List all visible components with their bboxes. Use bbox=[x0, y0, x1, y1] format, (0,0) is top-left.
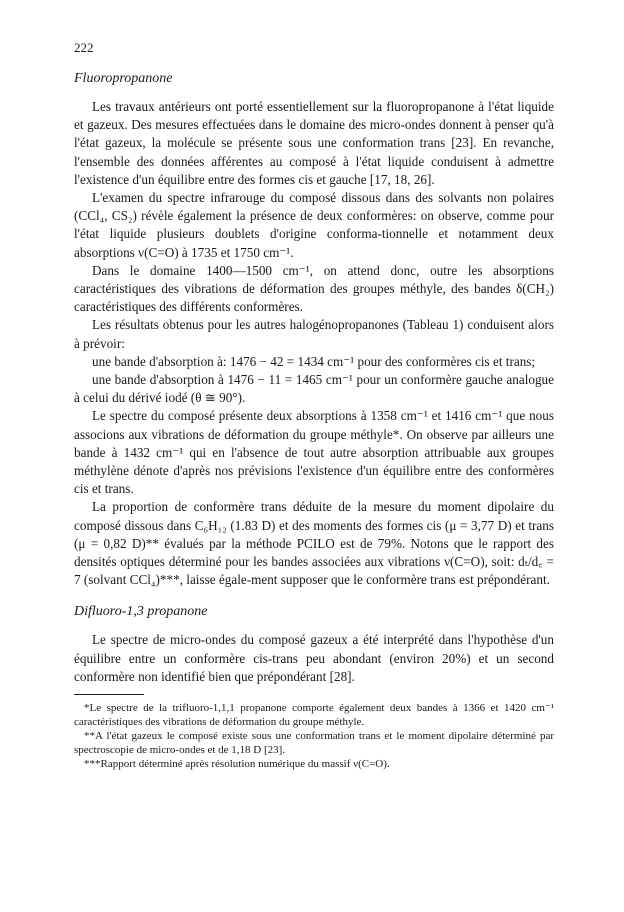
paragraph: Le spectre du composé présente deux absorptions à 1358 cm⁻¹ et 1416 cm⁻¹ que nous associons aux vibrations de déformation du groupe méthyle*. On observe par ailleurs une bande à 1432 cm⁻¹ qui en l'absence de tout autre absorption attribuable aux groupes méthylène dénote d'après nos prévisions l'existence d'un équilibre entre des conformères cis et trans. bbox=[74, 408, 554, 497]
paragraph: Dans le domaine 1400—1500 cm⁻¹, on attend donc, outre les absorptions caractéristiques des vibrations de déformation des groupes méthyle, des bandes δ(CH₂) caractéristiques des différents conformères. bbox=[74, 262, 554, 315]
footnote: **A l'état gazeux le composé existe sous une conformation trans et le moment dipolaire déterminé par spectroscopie de micro-ondes et de 1,18 D [23]. bbox=[74, 730, 554, 757]
prediction-item: une bande d'absorption à 1476 − 11 = 1465 cm⁻¹ pour un conformère gauche analogue à celui du dérivé iodé (θ ≅ 90°). bbox=[74, 372, 554, 406]
paragraph: Les travaux antérieurs ont porté essentiellement sur la fluoropropanone à l'état liquide et gazeux. Des mesures effectuées dans le domaine des micro-ondes donnent à penser qu'à l'état gazeux, la molécule se présente sous une conformation trans [23]. En revanche, l'ensemble des données afférentes au composé à l'état liquide conduisent à admettre l'existence d'un équilibre entre des formes cis et gauche [17, 18, 26]. bbox=[74, 99, 554, 187]
section-title-difluoropropanone: Difluoro-1,3 propanone bbox=[74, 604, 208, 620]
paragraph: L'examen du spectre infrarouge du composé dissous dans des solvants non polaires (CCl₄, CS₂) révèle également la présence de deux conformères: on observe, comme pour l'état liquide plusieurs doublets d'origine conforma-tionnelle et notamment deux absorptions ν(C=O) à 1735 et 1750 cm⁻¹. bbox=[74, 190, 554, 260]
footnote: ***Rapport déterminé après résolution numérique du massif ν(C=O). bbox=[84, 758, 390, 771]
section-title-fluoropropanone: Fluoropropanone bbox=[74, 71, 173, 86]
footnote-rule bbox=[74, 694, 144, 695]
paragraph: La proportion de conformère trans déduite de la mesure du moment dipolaire du composé dissous dans C₆H₁₂ (1.83 D) et des moments des formes cis (μ = 3,77 D) et trans (μ = 0,82 D)** évalués par la méthode PCILO est de 79%. Notons que le rapport des densités optiques déterminé pour les bandes associées aux vibrations ν(C=O), soit: dₜ/d꜀ = 7 (solvant CCl₄)***, laisse égale-ment supposer que le conformère trans est prépondérant. bbox=[74, 499, 554, 588]
prediction-item: une bande d'absorption à: 1476 − 42 = 1434 cm⁻¹ pour des conformères cis et trans; bbox=[92, 353, 536, 369]
footnote: *Le spectre de la trifluoro-1,1,1 propanone comporte également deux bandes à 1366 et 1420 cm⁻¹ caractéristiques des vibrations de déformation du groupe méthyle. bbox=[74, 702, 554, 729]
page bbox=[74, 40, 554, 771]
paragraph: Le spectre de micro-ondes du composé gazeux a été interprété dans l'hypothèse d'un équilibre entre un conformère cis-trans peu abondant (environ 20%) et un second conformère non identifié bien que prépondérant [28]. bbox=[74, 632, 554, 684]
paragraph: Les résultats obtenus pour les autres halogénopropanones (Tableau 1) conduisent alors à prévoir: bbox=[74, 317, 554, 351]
page-number: 222 bbox=[74, 40, 94, 55]
